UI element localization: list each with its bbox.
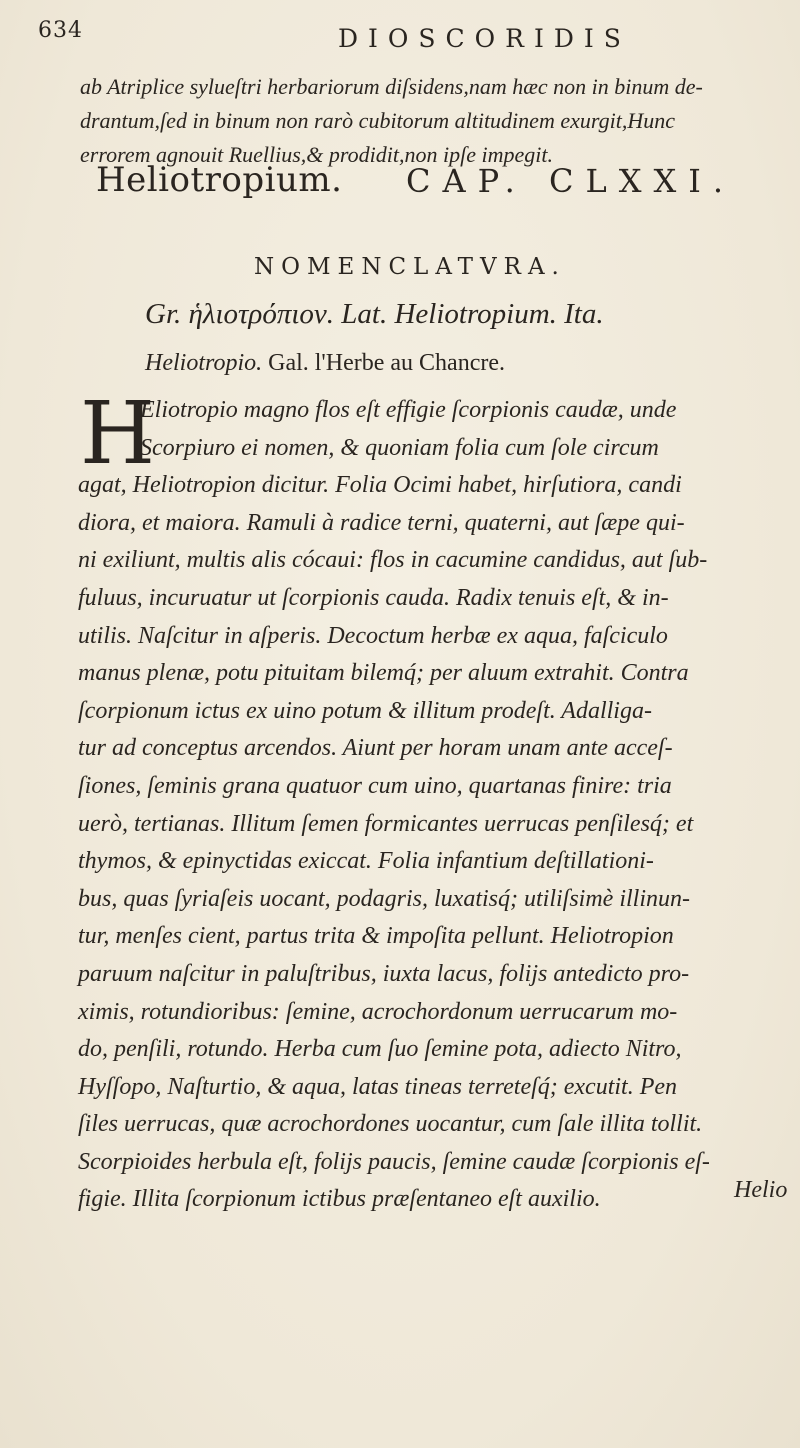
text-line: utilis. Naſcitur in aſperis. Decoctum herbæ ex aqua, faſciculo (78, 622, 668, 649)
drop-cap-initial: H (80, 384, 155, 484)
page-header (38, 18, 770, 58)
text-line: ſiones, ſeminis grana quatuor cum uino, quartanas finire: tria (78, 772, 672, 799)
text-line: manus plenæ, potu pituitam bilemq́; per aluum extrahit. Contra (78, 660, 689, 687)
text-line: Hyſſopo, Naſturtio, & aqua, latas tineas terreteſq́; excutit. Pen (78, 1073, 678, 1100)
text-line: thymos, & epinyctidas exiccat. Folia infantium deſtillationi- (78, 848, 654, 875)
text-line: diora, et maiora. Ramuli à radice terni, quaterni, aut ſæpe qui- (78, 509, 685, 536)
text-line: tur ad conceptus arcendos. Aiunt per horam unam ante acceſ- (78, 735, 673, 762)
text-line: Eliotropio magno flos eſt effigie ſcorpionis caudæ, unde (140, 397, 677, 423)
main-paragraph (78, 384, 793, 1219)
italian-name: Heliotropio. (145, 350, 263, 376)
text-line: ximis, rotundioribus: ſemine, acrochordonum uerrucarum mo- (78, 998, 678, 1025)
text-line: ni exiliunt, multis alis cócaui: flos in cacumine candidus, aut ſub- (78, 547, 708, 574)
french-name: Gal. l'Herbe au Chancre. (262, 350, 505, 376)
text-line: errorem agnouit Ruellius,& prodidit,non ipſe impegit. (80, 142, 553, 167)
text-line: uerò, tertianas. Illitum ſemen formicantes uerrucas penſilesq́; et (78, 810, 694, 837)
nomenclatura-heading: NOMENCLATVRA. (254, 254, 566, 280)
intro-paragraph (80, 70, 780, 172)
chapter-herb-name: Heliotropium. (96, 160, 343, 200)
text-line: agat, Heliotropion dicitur. Folia Ocimi habet, hirſutiora, candi (78, 472, 682, 499)
names-line-italian-french (145, 350, 505, 377)
chapter-number: CAP. CLXXI. (406, 162, 736, 200)
text-line: bus, quas ſyriaſeis uocant, podagris, luxatisq́; utiliſsimè illinun- (78, 885, 690, 912)
text-line: Scorpiuro ei nomen, & quoniam folia cum ſole circum (140, 434, 659, 461)
text-line: ſcorpionum ictus ex uino potum & illitum prodeſt. Adalliga- (78, 697, 652, 724)
text-line: fuluus, incuruatur ut ſcorpionis cauda. Radix tenuis eſt, & in- (78, 584, 669, 611)
text-line: ab Atriplice sylueſtri herbariorum diſsidens,nam hæc non in binum de- (80, 74, 703, 99)
text-line: figie. Illita ſcorpionum ictibus præſentaneo eſt auxilio. (78, 1186, 601, 1213)
text-line: do, penſili, rotundo. Herba cum ſuo ſemine pota, adiecto Nitro, (78, 1036, 682, 1063)
text-line: drantum,ſed in binum non rarò cubitorum altitudinem exurgit,Hunc (80, 108, 675, 133)
text-line: paruum naſcitur in paluſtribus, iuxta lacus, folijs antedicto pro- (78, 960, 690, 987)
text-line: ſiles uerrucas, quæ acrochordones uocantur, cum ſale illita tollit. (78, 1111, 703, 1138)
text-line: tur, menſes cient, partus trita & impoſita pellunt. Heliotropion (78, 923, 674, 950)
names-line-greek-latin: Gr. ἡλιοτρόπιον. Lat. Heliotropium. Ita. (145, 298, 604, 330)
running-head: DIOSCORIDIS (338, 24, 631, 53)
chapter-heading (96, 160, 796, 210)
page-number: 634 (38, 18, 83, 43)
catchword: Helio (734, 1177, 788, 1203)
text-line: Scorpioides herbula eſt, folijs paucis, ſemine caudæ ſcorpionis eſ- (78, 1148, 710, 1175)
